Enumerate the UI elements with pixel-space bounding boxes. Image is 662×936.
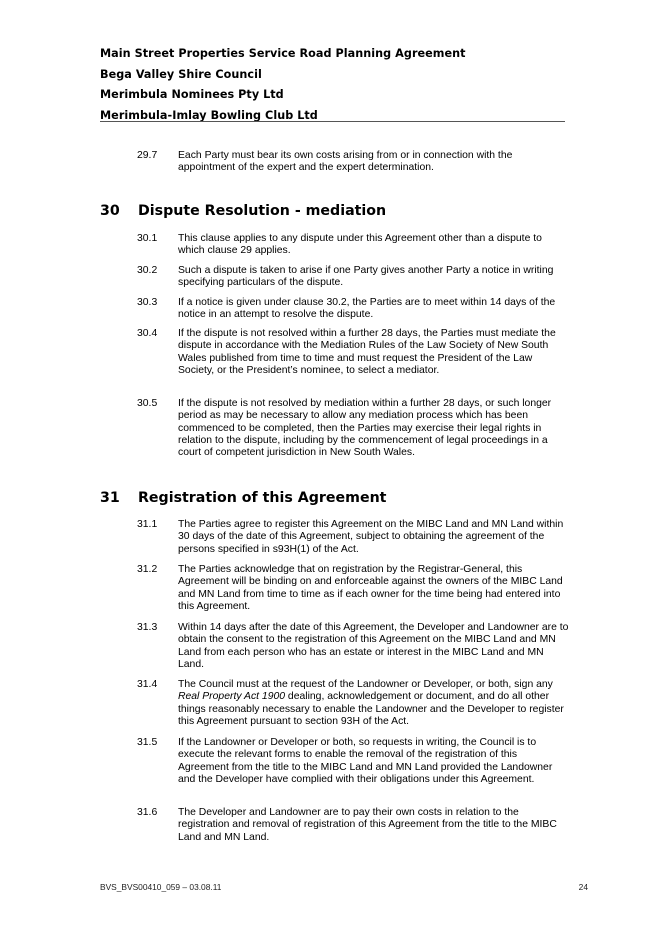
section-title: Dispute Resolution - mediation — [138, 203, 387, 219]
clause-text: This clause applies to any dispute under this Agreement other than a dispute to which clause 29 applies. — [178, 233, 542, 257]
clause-text: Each Party must bear its own costs arising from or in connection with the appointment of the expert and the expert determination. — [178, 150, 513, 174]
section-30-heading — [0, 202, 662, 222]
header-party-bowling-club: Merimbula-Imlay Bowling Club Ltd — [100, 108, 318, 122]
clause-text: If the Landowner or Developer or both, so requests in writing, the Council is to execute the relevant forms to enable the removal of the registration of this Agreement from the title to the MIBC Land and MN Land provided the Landowner and the Developer have complied with their obligations under this Agreement. — [178, 737, 553, 785]
header-agreement-title: Main Street Properties Service Road Planning Agreement — [100, 47, 466, 60]
clause-text-part: dealing, acknowledgement or document, and do all other things reasonably necessary to enable the Landowner and the Developer to register this Agreement pursuant to section 93H of the Act. — [178, 691, 564, 727]
statute-name: Real Property Act 1900 — [178, 691, 286, 703]
clause-text-part: The Council must at the request of the Landowner or Developer, or both, sign any — [178, 679, 553, 690]
clause-number: 29.7 — [137, 150, 158, 161]
clause-number: 31.5 — [137, 737, 158, 748]
header-divider — [100, 121, 565, 122]
clause-number: 31.1 — [137, 519, 158, 530]
clause-text: Such a dispute is taken to arise if one Party gives another Party a notice in writing specifying particulars of the dispute. — [178, 265, 554, 289]
document-header — [100, 44, 565, 126]
clause-text: The Parties agree to register this Agreement on the MIBC Land and MN Land within 30 days of the date of this Agreement, subject to obtaining the agreement of the persons specified in s93H(1) of the Act. — [178, 519, 564, 555]
section-31-heading — [0, 489, 662, 509]
clause-number: 30.3 — [137, 297, 158, 308]
clause-number: 31.4 — [137, 679, 158, 690]
clause-text — [178, 679, 570, 728]
clause-text: The Developer and Landowner are to pay their own costs in relation to the registration and removal of registration of this Agreement from the title to the MIBC Land and MN Land. — [178, 807, 557, 843]
footer-page-number: 24 — [578, 882, 588, 892]
section-title: Registration of this Agreement — [138, 490, 387, 506]
clause-number: 30.5 — [137, 398, 158, 409]
clause-text: Within 14 days after the date of this Agreement, the Developer and Landowner are to obtain the consent to the registration of this Agreement on the MIBC Land and MN Land from each person who has an estate or interest in the MIBC Land and MN Land. — [178, 622, 569, 670]
clause-text: The Parties acknowledge that on registration by the Registrar-General, this Agreement will be binding on and enforceable against the owners of the MIBC Land and MN Land from time to time as if each owner for the time being had entered into this Agreement. — [178, 564, 563, 612]
header-party-council: Bega Valley Shire Council — [100, 67, 262, 81]
clause-text: If the dispute is not resolved by mediation within a further 28 days, or such longer period as may be necessary to allow any mediation process which has been commenced to be completed, then the Parties may exercise their legal rights in relation to the dispute, including by the commencement of legal proceedings in a court of competent jurisdiction in New South Wales. — [178, 398, 552, 459]
clause-text: If a notice is given under clause 30.2, the Parties are to meet within 14 days of the notice in an attempt to resolve the dispute. — [178, 297, 556, 321]
section-number: 30 — [100, 203, 120, 219]
section-number: 31 — [100, 490, 120, 506]
header-party-nominees: Merimbula Nominees Pty Ltd — [100, 88, 284, 101]
clause-number: 31.2 — [137, 564, 158, 575]
footer-document-reference: BVS_BVS00410_059 – 03.08.11 — [100, 882, 222, 892]
clause-number: 30.4 — [137, 328, 158, 339]
clause-number: 31.3 — [137, 622, 158, 633]
clause-number: 30.1 — [137, 233, 158, 244]
clause-number: 30.2 — [137, 265, 158, 276]
clause-text: If the dispute is not resolved within a further 28 days, the Parties must mediate the dispute in accordance with the Mediation Rules of the Law Society of New South Wales published from time to time and must request the President of the Law Society, or the President’s nominee, to select a mediator. — [178, 328, 556, 376]
clause-number: 31.6 — [137, 807, 158, 818]
